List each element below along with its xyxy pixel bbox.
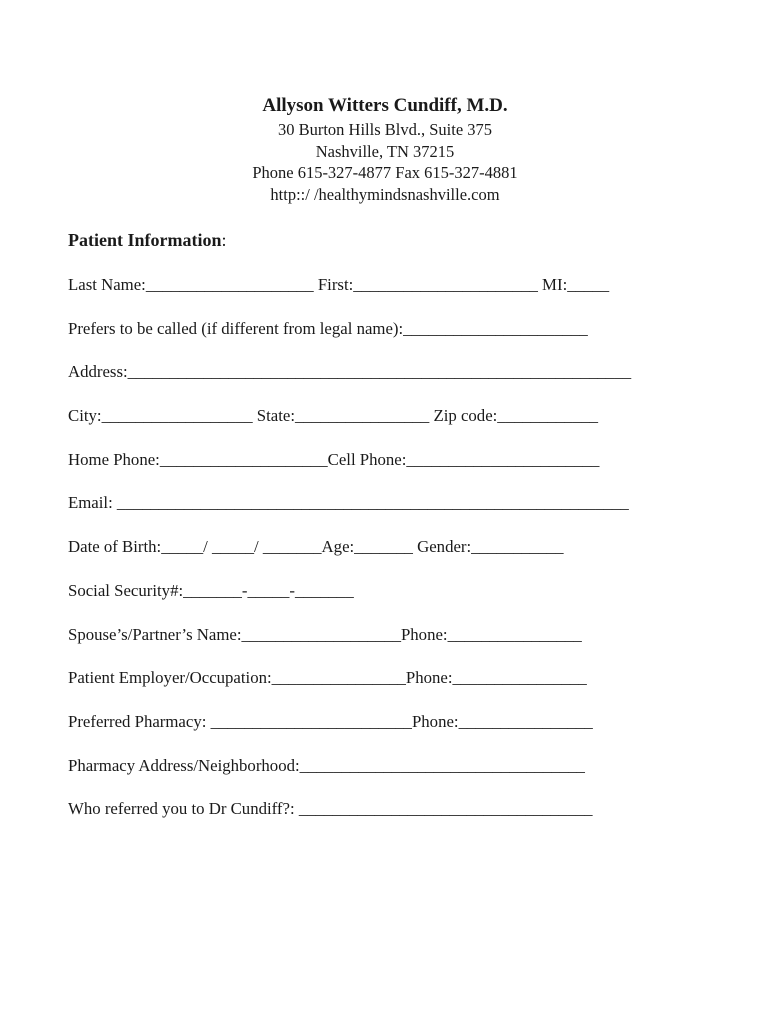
spouse-partner-field-line[interactable]: Spouse’s/Partner’s Name:___________________Phone:________________ [68, 624, 582, 644]
phone-fax-line: Phone 615-327-4877 Fax 615-327-4881 [252, 163, 518, 182]
email-field-line[interactable]: Email: _____________________________________________________________ [68, 493, 629, 513]
patient-information-fields [68, 273, 631, 841]
preferred-pharmacy-field-line[interactable]: Preferred Pharmacy: ________________________Phone:________________ [68, 711, 593, 731]
birth-age-gender-field-line[interactable]: Date of Birth:_____/ _____/ _______Age:_______ Gender:___________ [68, 537, 564, 557]
city-state-zip-field-line[interactable]: City:__________________ State:________________ Zip code:____________ [68, 406, 598, 426]
referral-field-line[interactable]: Who referred you to Dr Cundiff?: ___________________________________ [68, 799, 593, 819]
employer-occupation-field-line[interactable]: Patient Employer/Occupation:________________Phone:________________ [68, 668, 587, 688]
section-title [68, 228, 227, 252]
preferred-name-field-line[interactable]: Prefers to be called (if different from legal name):______________________ [68, 318, 588, 338]
physician-name: Allyson Witters Cundiff, M.D. [262, 95, 508, 116]
pharmacy-address-field-line[interactable]: Pharmacy Address/Neighborhood:__________________________________ [68, 755, 585, 775]
address-line-2: Nashville, TN 37215 [315, 141, 455, 161]
website-line: http::/ /healthymindsnashville.com [270, 184, 500, 204]
section-title-text: Patient Information [68, 230, 222, 250]
social-security-field-line[interactable]: Social Security#:_______-_____-_______ [68, 580, 354, 600]
section-title-colon: : [221, 230, 227, 250]
address-field-line[interactable]: Address:____________________________________________________________ [68, 362, 632, 382]
address-line-1: 30 Burton Hills Blvd., Suite 375 [277, 120, 493, 139]
letterhead [0, 93, 770, 205]
name-field-line[interactable]: Last Name:____________________ First:______________________ MI:_____ [68, 275, 610, 294]
phone-numbers-field-line[interactable]: Home Phone:____________________Cell Phone:_______________________ [68, 449, 600, 469]
